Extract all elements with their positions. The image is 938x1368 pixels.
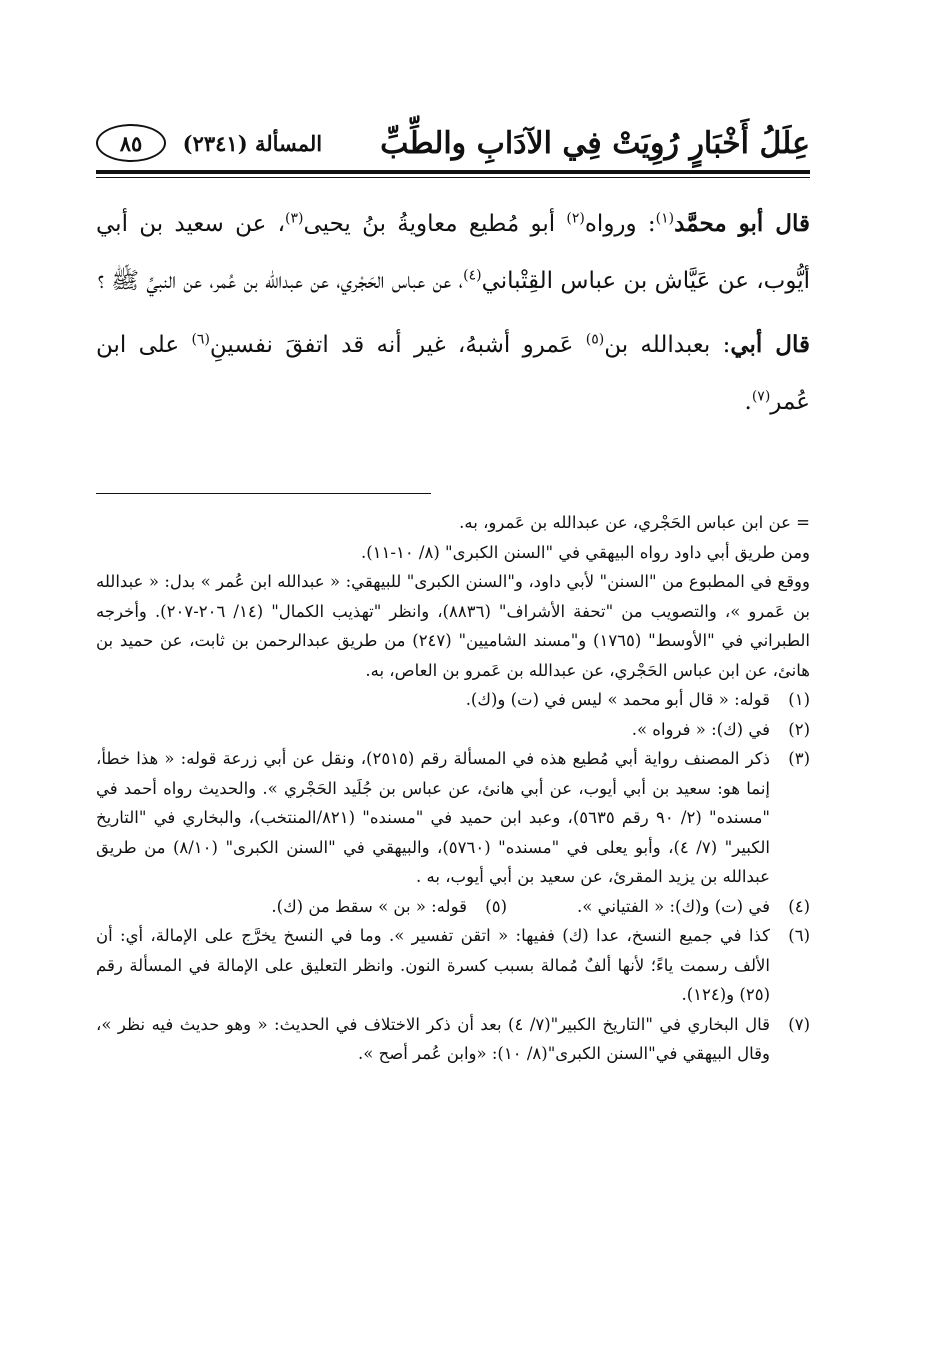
footnote-ref: (٥) (585, 331, 605, 348)
header-rule-thin (96, 177, 810, 178)
paragraph-text: : ورواه (584, 211, 656, 237)
paragraph-abi (96, 316, 810, 431)
footnote-continuation: ومن طريق أبي داود رواه البيهقي في "السنن الكبرى" (٨/ ١٠-١١). (360, 542, 810, 562)
footnote-ref: (٤) (463, 267, 482, 284)
paragraph-text: على ابن عُمر (96, 332, 810, 415)
paragraph-text: أبو مُطيع معاويةُ بنُ يحيى (303, 211, 567, 237)
footnote-6 (96, 921, 810, 1010)
paragraph-text: ، عن عباس الحَجْري، عن عبدالله بن عُمر، عن النبيِّ ﷺ ؟ (97, 268, 464, 294)
paragraph-text: ، عن سعيد بن أبي أيُّوب، عن عَيَّاش بن عباس القِتْباني (96, 211, 810, 294)
footnote-3 (96, 744, 810, 892)
footnotes-4-5 (96, 892, 810, 922)
paragraph-abu-muhammad (96, 195, 810, 310)
footnote-text: كذا في جميع النسخ، عدا (ك) ففيها: « اتقن تفسير ». وما في النسخ يخرَّج على الإمالة، أي: أن الألف رسمت ياءً؛ لأنها ألفٌ مُمالة بسبب كسرة النون. وانظر التعليق على الإمالة في المسألة رقم (٢٥) و(١٢٤). (96, 926, 770, 1004)
page-number: ٨٥ (119, 130, 143, 156)
book-title: عِلَلُ أَخْبَارٍ رُوِيَتْ فِي الآدَابِ والطِّبِّ (380, 125, 810, 161)
footnote-text: في (ك): « فرواه ». (631, 719, 770, 739)
footnote-number: (٤) (788, 896, 810, 916)
footnote-number: (٣) (788, 749, 810, 768)
footnote-text: قوله: « بن » سقط من (ك). (271, 896, 467, 916)
footnote-ref: (٢) (566, 210, 585, 227)
footnote-ref: (١) (655, 210, 675, 227)
footnotes (96, 508, 810, 1069)
speaker-label: قال أبي (730, 331, 811, 358)
footnote-ref: (٣) (285, 210, 304, 227)
paragraph-text: : بعبدالله بن (604, 332, 731, 358)
footnote-text: ذكر المصنف رواية أبي مُطيع هذه في المسألة رقم (٢٥١٥)، ونقل عن أبي زرعة قوله: « هذا خطأ، إنما هو: سعيد بن أبي أيوب، عن أبي هانئ، عن عباس بن جُلَيد الحَجْري ». والحديث رواه أحمد في "مسنده" (٢/ ٩٠ رقم ٥٦٣٥)، وعبد ابن حميد في "مسنده" (٨٢١/المنتخب)، والبخاري في "التاريخ الكبير" (٧/ ٤)، وأبو يعلى في "مسنده" (٥٧٦٠)، والبيهقي في "السنن الكبرى" (٨/١٠) من طريق عبدالله بن يزيد المقرئ، عن سعيد بن أبي أيوب، به . (96, 749, 771, 886)
footnote-text: قال البخاري في "التاريخ الكبير"(٧/ ٤) بعد أن ذكر الاختلاف في الحديث: « وهو حديث فيه نظر »، وقال البيهقي في"السنن الكبرى"(٨/ ١٠): «وابن عُمر أصح ». (96, 1014, 770, 1063)
main-text (96, 195, 810, 431)
footnote-separator (96, 493, 431, 494)
running-header (96, 118, 810, 168)
footnote-ref: (٧) (751, 388, 771, 405)
footnote-1 (96, 685, 810, 715)
speaker-label: قال أبو محمَّد (674, 210, 810, 237)
footnote-2 (96, 715, 810, 745)
paragraph-text: . (744, 389, 752, 415)
footnote-number: (٧) (788, 1014, 810, 1034)
footnote-continuation: = عن ابن عباس الحَجْري، عن عبدالله بن عَمرو، به. (459, 513, 810, 532)
footnote-7 (96, 1010, 810, 1069)
footnote-number: (٢) (788, 719, 810, 739)
footnote-continuation: ووقع في المطبوع من "السنن" لأبي داود، و"السنن الكبرى" للبيهقي: « عبدالله ابن عُمر » بدل: « عبدالله بن عَمرو »، والتصويب من "تحفة الأشراف" (٨٨٣٦)، وانظر "تهذيب الكمال" (١٤/ ٢٠٦-٢٠٧). وأخرجه الطبراني في "الأوسط" (١٧٦٥) و"مسند الشاميين" (٢٤٧) من طريق عبدالرحمن بن ثابت، عن حميد بن هانئ، عن ابن عباس الحَجْري، عن عبدالله بن عَمرو بن العاص، به. (96, 572, 810, 680)
footnote-4 (577, 892, 810, 922)
footnote-text: قوله: « قال أبو محمد » ليس في (ت) و(ك). (465, 690, 770, 709)
footnote-5 (271, 892, 507, 922)
masala-number: المسألة (٢٣٤١) (182, 130, 323, 156)
footnote-number: (١) (788, 690, 810, 709)
footnote-text: في (ت) و(ك): « الفتياني ». (577, 896, 770, 916)
footnote-ref: (٦) (191, 331, 210, 348)
footnote-number: (٥) (485, 896, 507, 916)
header-rule-thick (96, 170, 810, 174)
page-number-badge (96, 124, 166, 162)
paragraph-text: عَمرو أشبهُ، غير أنه قد اتفقَ نفسينِ (209, 332, 586, 358)
footnote-number: (٦) (788, 926, 810, 945)
